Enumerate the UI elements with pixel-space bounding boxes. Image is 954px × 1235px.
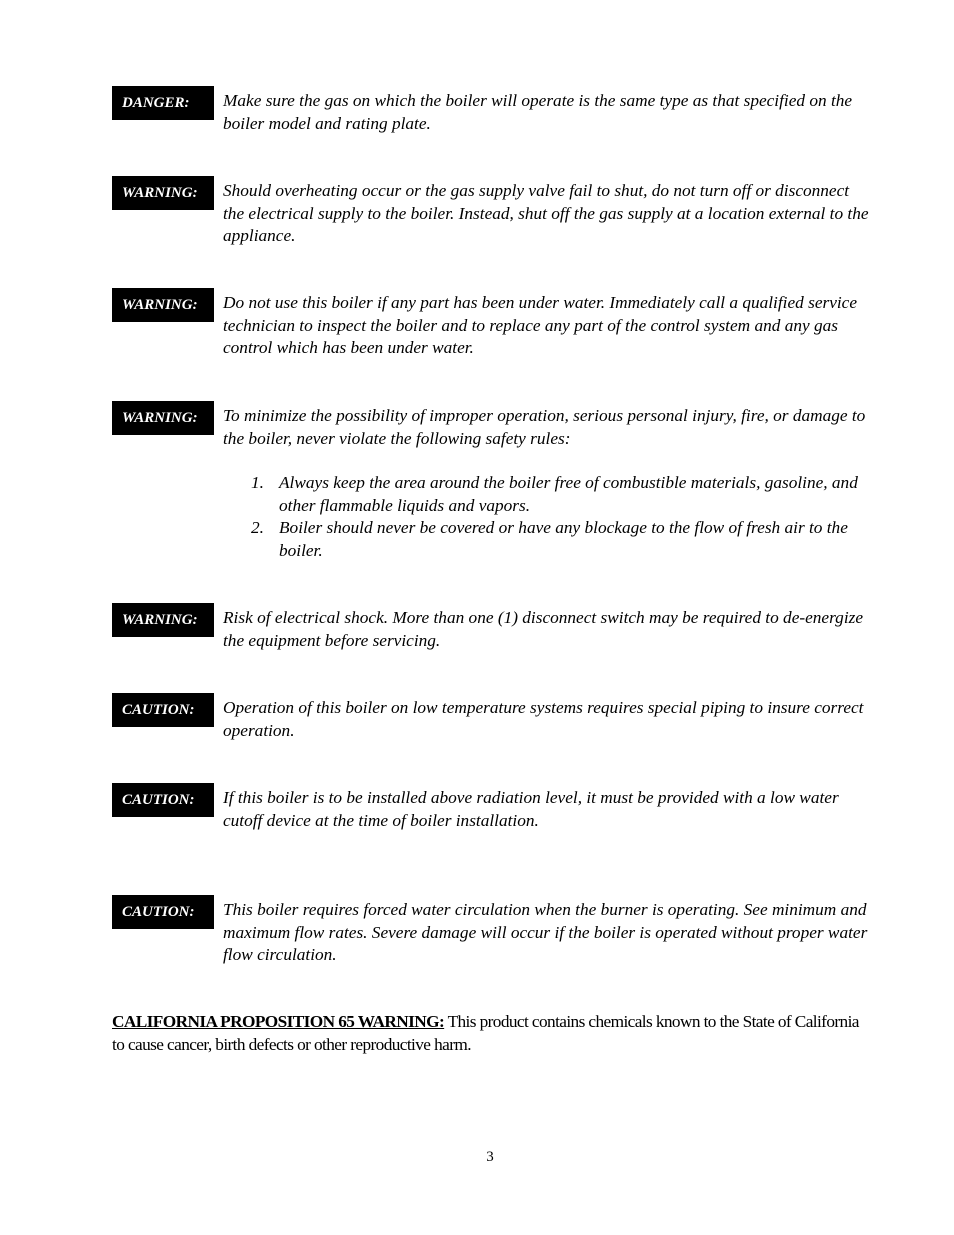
warning-label: WARNING: <box>112 603 214 637</box>
list-item <box>223 472 859 517</box>
notice-paragraph: If this boiler is to be installed above radiation level, it must be provided with a low water cutoff device at the time of boiler installation. <box>223 788 839 830</box>
safety-rules-list <box>223 472 873 562</box>
list-item-number: 1. <box>251 473 264 492</box>
notice-paragraph: This boiler requires forced water circulation when the burner is operating. See minimum and maximum flow rates. Severe damage will occur if the boiler is operated without proper water flow circulation. <box>223 900 868 964</box>
notice-paragraph: Should overheating occur or the gas supply valve fail to shut, do not turn off or disconnect the electrical supply to the boiler. Instead, shut off the gas supply at a location external to the appliance. <box>223 181 869 245</box>
notice-paragraph: Operation of this boiler on low temperature systems requires special piping to insure correct operation. <box>223 698 864 740</box>
page-number: 3 <box>486 1149 494 1165</box>
warning-label: WARNING: <box>112 176 214 210</box>
notice-text <box>223 607 873 652</box>
notice-text <box>223 405 873 562</box>
warning-label: WARNING: <box>112 401 214 435</box>
notice-paragraph: Make sure the gas on which the boiler will operate is the same type as that specified on the boiler model and rating plate. <box>223 91 853 133</box>
caution-label: CAUTION: <box>112 895 214 929</box>
notice-text <box>223 787 873 832</box>
notice-text <box>223 180 873 248</box>
prop65-warning <box>112 1011 864 1056</box>
danger-label: DANGER: <box>112 86 214 120</box>
notice-paragraph: Risk of electrical shock. More than one (1) disconnect switch may be required to de-energize the equipment before servicing. <box>223 608 864 650</box>
notice-text <box>223 697 873 742</box>
notice-paragraph: Do not use this boiler if any part has been under water. Immediately call a qualified service technician to inspect the boiler and to replace any part of the control system and any gas control which has been under water. <box>223 293 858 357</box>
notice-text <box>223 90 873 135</box>
caution-label: CAUTION: <box>112 783 214 817</box>
prop65-text: This product contains chemicals known to the State of California to cause cancer, birth defects or other reproductive harm. <box>112 1012 859 1054</box>
list-item-text: Always keep the area around the boiler free of combustible materials, gasoline, and other flammable liquids and vapors. <box>279 473 858 515</box>
caution-label: CAUTION: <box>112 693 214 727</box>
warning-label: WARNING: <box>112 288 214 322</box>
notice-text <box>223 899 873 967</box>
prop65-heading: CALIFORNIA PROPOSITION 65 WARNING: <box>112 1012 445 1031</box>
list-item-number: 2. <box>251 518 264 537</box>
list-item <box>223 517 859 562</box>
notice-paragraph: To minimize the possibility of improper operation, serious personal injury, fire, or damage to the boiler, never violate the following safety rules: <box>223 406 866 448</box>
notice-text <box>223 292 873 360</box>
list-item-text: Boiler should never be covered or have any blockage to the flow of fresh air to the boiler. <box>279 518 848 560</box>
